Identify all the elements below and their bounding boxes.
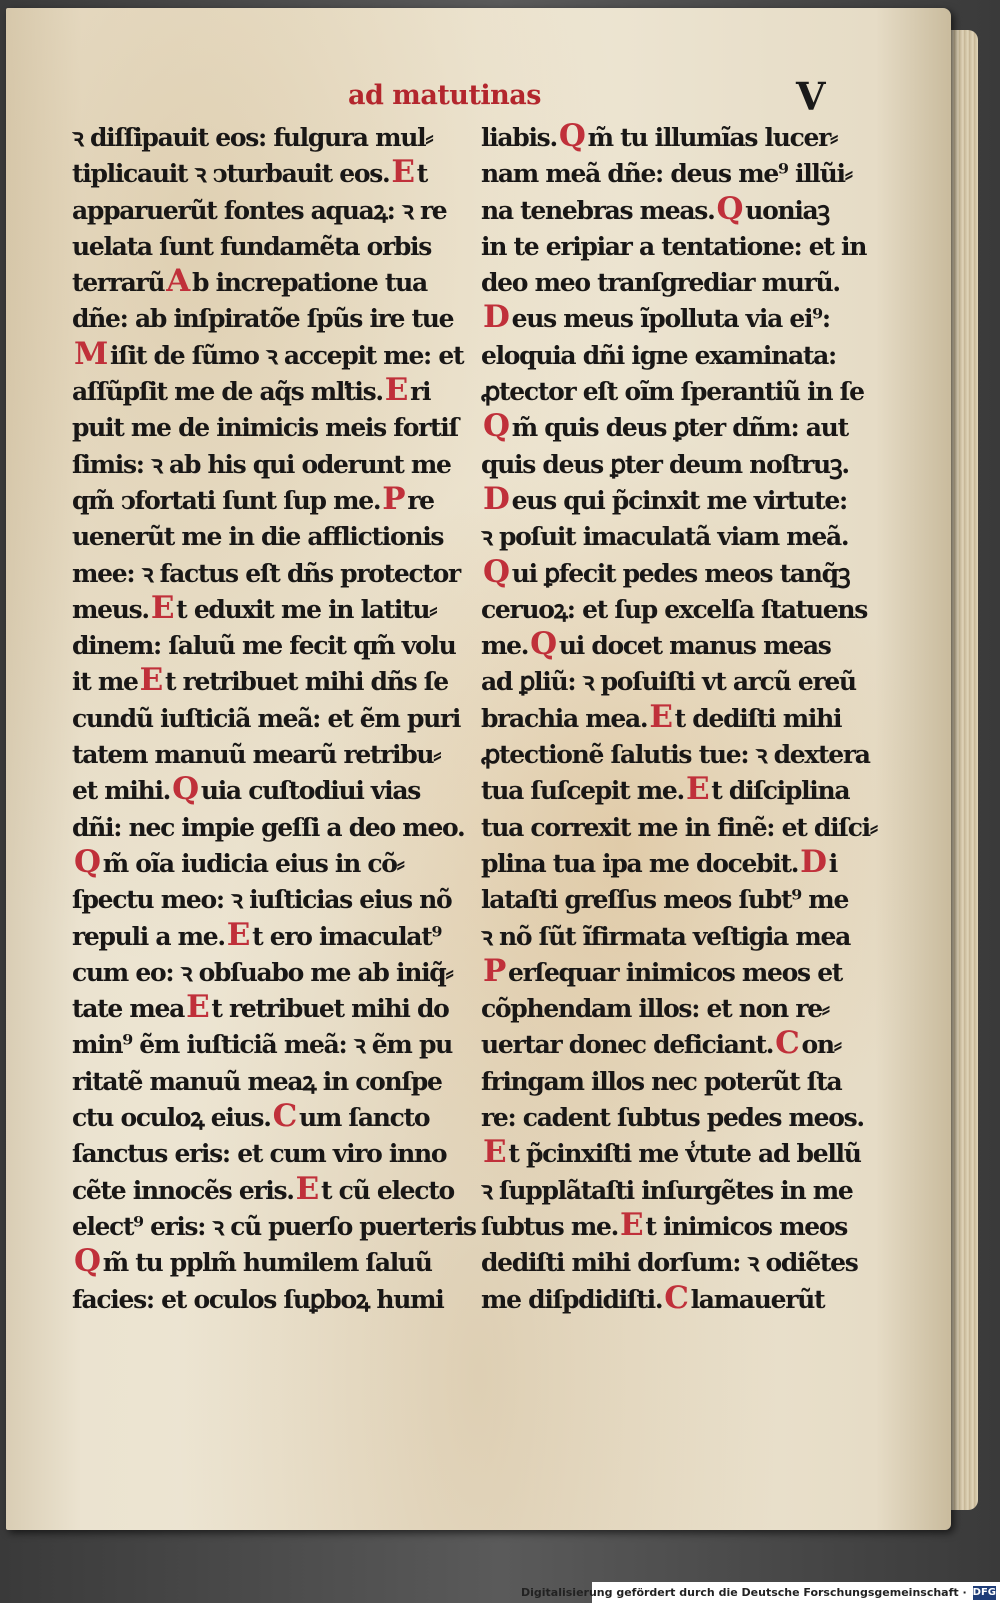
text-line — [481, 556, 891, 592]
line-text-continuation: ri — [410, 377, 431, 407]
line-text-continuation: m̃ quis deus ꝑter dñm: aut — [511, 413, 848, 443]
text-line — [481, 483, 891, 519]
left-text-column — [72, 120, 476, 1318]
text-line — [481, 374, 891, 410]
text-line — [72, 374, 476, 410]
line-text: tua ſuſcepit me. — [481, 776, 684, 806]
line-text: uenerũt me in die afflictionis — [72, 522, 444, 552]
line-text-continuation: eus qui p̃cinxit me virtute: — [511, 485, 847, 515]
text-line — [481, 229, 891, 265]
text-line — [72, 556, 476, 592]
rubricated-initial: E — [391, 156, 414, 191]
rubricated-initial: A — [166, 265, 190, 300]
text-line — [72, 1209, 476, 1245]
line-text: ſubtus me. — [481, 1211, 618, 1241]
rubricated-initial: M — [74, 337, 108, 372]
text-line — [481, 410, 891, 446]
text-line — [72, 773, 476, 809]
line-text: in te eripiar a tentatione: et in — [481, 231, 867, 261]
rubricated-initial: C — [664, 1281, 688, 1316]
line-text: meus. — [72, 594, 149, 624]
line-text-continuation: uia cuſtodiui vias — [200, 776, 421, 806]
line-text-continuation: t diſciplina — [711, 776, 850, 806]
text-line — [72, 1136, 476, 1172]
text-line — [72, 265, 476, 301]
rubricated-initial: Q — [558, 120, 585, 154]
line-text-continuation: t eduxit me in latitu⸗ — [176, 594, 437, 624]
line-text: qm̃ ↄfortati ſunt ſup me. — [72, 485, 381, 515]
text-line — [72, 1064, 476, 1100]
line-text: repuli a me. — [72, 921, 225, 951]
line-text: ſanctus eris: et cum viro inno — [72, 1139, 447, 1169]
text-line — [72, 156, 476, 192]
line-text-continuation: t retribuet mihi dñs ſe — [164, 667, 448, 697]
line-text: ꝓtectionẽ ſalutis tue: ꝛ dextera — [481, 740, 870, 770]
text-line — [72, 1027, 476, 1063]
text-line — [72, 628, 476, 664]
text-line — [481, 1027, 891, 1063]
line-text: cõphendam illos: et non re⸗ — [481, 994, 829, 1024]
line-text: min⁹ ẽm iuſticiã meã: ꝛ ẽm pu — [72, 1030, 452, 1060]
text-line — [72, 664, 476, 700]
line-text-continuation: um ſancto — [298, 1103, 430, 1133]
rubricated-initial: Q — [716, 192, 743, 227]
text-line — [72, 846, 476, 882]
text-line — [481, 338, 891, 374]
line-text: tate mea — [72, 994, 185, 1024]
rubricated-initial: E — [186, 991, 209, 1026]
line-text: liabis. — [481, 123, 557, 152]
line-text-continuation: m̃ oĩa iudicia eius in cõ⸗ — [102, 848, 404, 878]
line-text: uelata ſunt fundamẽta orbis — [72, 231, 431, 261]
line-text: fringam illos nec poterũt ſta — [481, 1066, 842, 1096]
line-text: uertar donec deficiant. — [481, 1030, 774, 1060]
line-text: plina tua ipa me docebit. — [481, 848, 799, 878]
line-text: it me — [72, 667, 138, 697]
line-text: ritatẽ manuũ meaꝝ in conſpe — [72, 1066, 442, 1096]
text-line — [481, 1100, 891, 1136]
text-line — [481, 882, 891, 918]
rubricated-initial: Q — [530, 628, 556, 663]
line-text: me. — [481, 631, 529, 661]
line-text: tiplicauit ꝛ ↄturbauit eos. — [72, 159, 390, 189]
line-text: me diſpdidiſti. — [481, 1284, 663, 1314]
text-line — [72, 737, 476, 773]
line-text-continuation: t — [416, 159, 427, 189]
text-line — [72, 1282, 476, 1318]
line-text: mee: ꝛ factus eſt dñs protector — [72, 558, 460, 588]
rubricated-initial: D — [483, 482, 509, 517]
line-text-continuation: re — [407, 485, 434, 515]
rubricated-initial: Q — [483, 410, 509, 445]
line-text: terrarũ — [72, 268, 165, 298]
running-head: ad matutinas — [348, 80, 541, 111]
text-line — [72, 882, 476, 918]
line-text-continuation: m̃ tu pplm̃ humilem ſaluũ — [102, 1248, 432, 1278]
text-line — [72, 1100, 476, 1136]
rubricated-initial: E — [619, 1208, 643, 1243]
folio-number: V — [796, 74, 826, 119]
text-line — [481, 737, 891, 773]
page-header — [6, 74, 951, 120]
line-text: puit me de inimicis meis fortiſ — [72, 413, 458, 443]
text-line — [72, 701, 476, 737]
line-text: ctu oculoꝝ eius. — [72, 1103, 271, 1133]
rubricated-initial: D — [800, 845, 826, 880]
text-line — [72, 338, 476, 374]
footer-credit: Digitalisierung gefördert durch die Deutsche Forschungsgemeinschaft · — [520, 1586, 967, 1599]
line-text-continuation: m̃ tu illumĩas lucer⸗ — [587, 123, 838, 152]
line-text: tatem manuũ mearũ retribu⸗ — [72, 740, 441, 770]
text-line — [481, 1173, 891, 1209]
text-line — [481, 1209, 891, 1245]
text-line — [481, 519, 891, 555]
text-line — [481, 592, 891, 628]
text-line — [72, 193, 476, 229]
line-text: re: cadent ſubtus pedes meos. — [481, 1103, 864, 1133]
line-text: lataſti greſſus meos ſubt⁹ me — [481, 885, 849, 915]
line-text-continuation: on⸗ — [801, 1030, 841, 1060]
text-line — [481, 919, 891, 955]
line-text-continuation: ui docet manus meas — [558, 631, 831, 661]
rubricated-initial: E — [226, 918, 250, 953]
text-line — [72, 592, 476, 628]
line-text-continuation: t inimicos meos — [645, 1211, 847, 1241]
line-text: cundũ iuſticiã meã: et ẽm puri — [72, 703, 461, 733]
text-line — [72, 955, 476, 991]
text-line — [481, 1136, 891, 1172]
line-text: cẽte innocẽs eris. — [72, 1175, 294, 1205]
dfg-logo: DFG — [972, 1587, 996, 1598]
text-line — [72, 120, 476, 156]
line-text: na tenebras meas. — [481, 195, 715, 225]
book-page — [6, 8, 951, 1530]
text-line — [481, 301, 891, 337]
rubricated-initial: P — [483, 954, 506, 989]
line-text: dñe: ab inſpiratõe ſpũs ire tue — [72, 304, 454, 334]
rubricated-initial: E — [483, 1136, 506, 1171]
line-text: ꝛ poſuit imaculatã viam meã. — [481, 522, 849, 552]
line-text-continuation: uoniaꝫ — [745, 195, 829, 225]
rubricated-initial: E — [150, 591, 174, 626]
line-text: dinem: ſaluũ me fecit qm̃ volu — [72, 631, 456, 661]
text-line — [481, 846, 891, 882]
line-text: brachia mea. — [481, 703, 648, 733]
text-line — [481, 701, 891, 737]
text-line — [481, 1064, 891, 1100]
text-line — [481, 991, 891, 1027]
line-text-continuation: i — [828, 848, 837, 878]
line-text-continuation: b increpatione tua — [192, 268, 427, 298]
text-line — [72, 229, 476, 265]
line-text: ceruoꝝ: et ſup excelſa ſtatuens — [481, 594, 867, 624]
text-line — [72, 991, 476, 1027]
rubricated-initial: Q — [74, 845, 100, 880]
rubricated-initial: Q — [74, 1245, 100, 1280]
rubricated-initial: E — [295, 1172, 319, 1207]
rubricated-initial: P — [382, 482, 405, 517]
text-line — [481, 193, 891, 229]
text-line — [481, 955, 891, 991]
line-text: dediſti mihi dorſum: ꝛ odiẽtes — [481, 1248, 858, 1278]
line-text-continuation: iſit de ſũmo ꝛ accepit me: et — [110, 340, 464, 370]
line-text: apparuerũt fontes aquaꝝ: ꝛ re — [72, 195, 447, 225]
rubricated-initial: C — [272, 1100, 296, 1135]
text-line — [72, 410, 476, 446]
rubricated-initial: E — [685, 773, 709, 808]
line-text: ꝛ nõ ſũt ĩfirmata veſtigia mea — [481, 921, 850, 951]
line-text-continuation: t retribuet mihi do — [211, 994, 449, 1024]
text-line — [481, 1245, 891, 1281]
text-line — [481, 447, 891, 483]
rubricated-initial: E — [649, 700, 672, 735]
text-line — [72, 301, 476, 337]
line-text: ꝛ diſſipauit eos: fulgura mul⸗ — [72, 123, 433, 152]
line-text-continuation: t p̃cinxiſti me v̾tute ad bellũ — [508, 1139, 861, 1169]
line-text: et mihi. — [72, 776, 171, 806]
rubricated-initial: Q — [483, 555, 509, 590]
line-text: quis deus ꝑter deum noſtruꝫ. — [481, 449, 849, 479]
line-text: elect⁹ eris: ꝛ cũ puerſo puerteris — [72, 1211, 476, 1241]
line-text: deo meo tranſgrediar murũ. — [481, 268, 840, 298]
text-line — [481, 810, 891, 846]
text-line — [72, 483, 476, 519]
text-line — [481, 628, 891, 664]
line-text-continuation: ui ꝑfecit pedes meos tanq̃ꝫ — [511, 558, 850, 588]
right-text-column — [481, 120, 891, 1318]
line-text: nam meã dñe: deus me⁹ illũi⸗ — [481, 159, 852, 189]
text-line — [481, 773, 891, 809]
line-text: ſpectu meo: ꝛ iuſticias eius nõ — [72, 885, 452, 915]
line-text: eloquia dñi igne examinata: — [481, 340, 836, 370]
text-line — [72, 519, 476, 555]
text-line — [481, 156, 891, 192]
line-text: tua correxit me in finẽ: et diſci⸗ — [481, 812, 877, 842]
rubricated-initial: E — [139, 664, 162, 699]
rubricated-initial: Q — [172, 773, 198, 808]
line-text-continuation: t ero imaculat⁹ — [252, 921, 442, 951]
line-text-continuation: erſequar inimicos meos et — [508, 957, 843, 987]
text-line — [72, 810, 476, 846]
line-text: facies: et oculos ſuꝑboꝝ humi — [72, 1284, 444, 1314]
rubricated-initial: D — [483, 301, 509, 336]
text-line — [481, 265, 891, 301]
line-text-continuation: t cũ electo — [321, 1175, 454, 1205]
text-line — [72, 447, 476, 483]
line-text-continuation: t dediſti mihi — [674, 703, 842, 733]
line-text: cum eo: ꝛ obſuabo me ab iniq̃⸗ — [72, 957, 453, 987]
line-text: dñi: nec impie geſſi a deo meo. — [72, 812, 465, 842]
text-line — [481, 664, 891, 700]
text-line — [72, 1173, 476, 1209]
text-line — [72, 1245, 476, 1281]
line-text: ꝓtector eſt oĩm ſperantiũ in ſe — [481, 377, 864, 407]
line-text: ad ꝑliũ: ꝛ poſuiſti vt arcũ ereũ — [481, 667, 856, 697]
text-line — [481, 120, 891, 156]
rubricated-initial: C — [775, 1027, 799, 1062]
line-text-continuation: lamauerũt — [690, 1284, 825, 1314]
digitization-footer — [520, 1582, 1000, 1603]
rubricated-initial: E — [384, 374, 408, 409]
line-text: aſſũpſit me de aq̃s mľtis. — [72, 377, 383, 407]
text-line — [481, 1282, 891, 1318]
line-text: ſimis: ꝛ ab his qui oderunt me — [72, 449, 451, 479]
text-line — [72, 919, 476, 955]
line-text: ꝛ ſupplãtaſti inſurgẽtes in me — [481, 1175, 853, 1205]
line-text-continuation: eus meus ĩpolluta via ei⁹: — [511, 304, 830, 334]
